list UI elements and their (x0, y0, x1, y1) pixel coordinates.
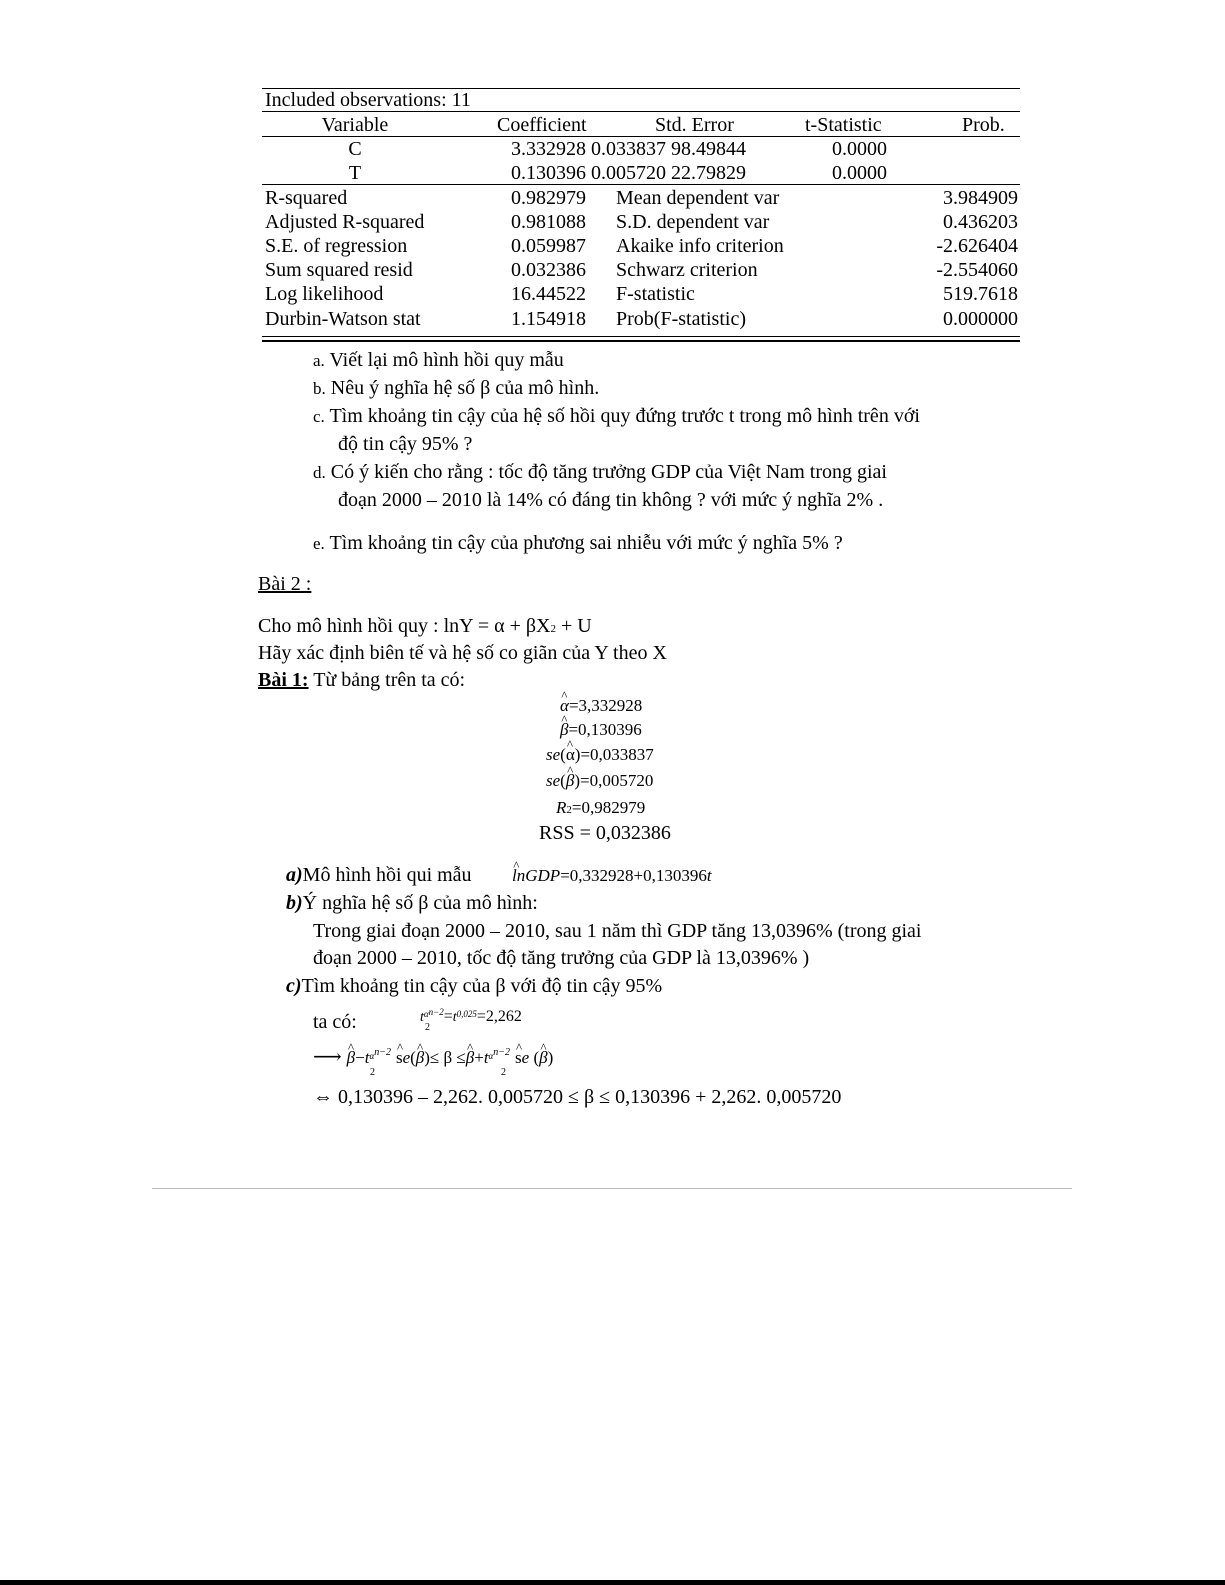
coef-row-c-var: C (348, 138, 362, 160)
se-beta-equation (546, 772, 653, 789)
bai2-model-prefix: Cho mô hình hồi quy : lnY = α + βX (258, 615, 551, 637)
interval-se-left: ^ se(^ β)≤ β ≤^ β+ (396, 1048, 484, 1067)
bai2-title: Bài 2 : (258, 573, 312, 595)
stat-value-mean-dep: 3.984909 (943, 187, 1018, 209)
interval-formula (313, 1047, 553, 1067)
interval-se-right: ^ se (^ β) (515, 1048, 553, 1067)
answer-b-line (286, 893, 538, 913)
question-c-text: Tìm khoảng tin cậy của hệ số hồi quy đứng trước t trong mô hình trên với (329, 405, 920, 427)
page-break-rule (152, 1188, 1072, 1189)
t-critical-value-prefix: = (476, 1008, 486, 1025)
stat-label-ssr: Sum squared resid (265, 259, 413, 281)
stat-label-sd-dep: S.D. dependent var (616, 211, 770, 233)
header-t-statistic: t-Statistic (805, 114, 882, 136)
bai2-model-sub: 2 (550, 623, 556, 635)
answer-c-text: Tìm khoảng tin cậy của β với độ tin cậy 95% (301, 975, 663, 997)
answer-a-text: Mô hình hồi qui mẫu (302, 864, 472, 886)
beta-hat-value: =0,130396 (568, 720, 642, 739)
table-bottom-rule-1 (262, 336, 1020, 337)
coef-row-t-prob: 0.0000 (832, 162, 887, 184)
stat-label-log-likelihood: Log likelihood (265, 283, 384, 305)
stat-value-adj-r-squared: 0.981088 (511, 211, 586, 233)
stat-label-adj-r-squared: Adjusted R-squared (265, 211, 425, 233)
question-b-marker: b. (313, 379, 326, 398)
bai2-task: Hãy xác định biên tế và hệ số co giãn của Y theo X (258, 642, 667, 664)
table-header-rule (262, 111, 1020, 112)
beta-hat-equation (560, 721, 642, 738)
question-c-line1 (313, 406, 920, 426)
t-critical-equation (420, 1005, 522, 1025)
question-a (313, 350, 564, 370)
answer-a-label: a) (286, 864, 303, 886)
question-b-text: Nêu ý nghĩa hệ số β của mô hình. (330, 377, 600, 399)
header-std-error: Std. Error (655, 114, 734, 136)
answer-a-line (286, 865, 472, 885)
beta-hat-symbol: ^ β (560, 721, 568, 738)
question-a-marker: a. (313, 351, 325, 370)
interval-final: ⇔ 0,130396 – 2,262. 0,005720 ≤ β ≤ 0,130396 + 2,262. 0,005720 (313, 1086, 842, 1108)
interval-frac-denom-left: 2 (370, 1067, 375, 1078)
coef-row-t-values: 0.130396 0.005720 22.79829 (511, 162, 746, 184)
stat-label-durbin-watson: Durbin-Watson stat (265, 308, 421, 330)
stat-value-sd-dep: 0.436203 (943, 211, 1018, 233)
stat-label-schwarz: Schwarz criterion (616, 259, 758, 281)
se-alpha-value: =0,033837 (580, 745, 654, 764)
bai1-title: Bài 1: (258, 669, 309, 691)
stat-label-se-regression: S.E. of regression (265, 235, 408, 257)
answer-b-explain-1: Trong giai đoạn 2000 – 2010, sau 1 năm thì GDP tăng 13,0396% (trong giai (313, 920, 922, 942)
r2-sub: 2 (566, 804, 572, 816)
answer-b-label: b) (286, 892, 303, 914)
stat-label-f-statistic: F-statistic (616, 283, 695, 305)
header-coefficient: Coefficient (497, 114, 587, 136)
coef-row-t-var: T (348, 162, 362, 184)
question-b (313, 378, 599, 398)
stat-value-durbin-watson: 1.154918 (511, 308, 586, 330)
question-d-line1 (313, 462, 887, 482)
stat-value-f-statistic: 519.7618 (943, 283, 1018, 305)
question-c-marker: c. (313, 407, 325, 426)
stat-label-akaike: Akaike info criterion (616, 235, 784, 257)
stat-value-se-regression: 0.059987 (511, 235, 586, 257)
question-d-line2: đoạn 2000 – 2010 là 14% có đáng tin không ? với mức ý nghĩa 2% . (338, 489, 884, 511)
answer-b-explain-2: đoạn 2000 – 2010, tốc độ tăng trưởng của GDP là 13,0396% ) (313, 947, 810, 969)
header-prob: Prob. (962, 114, 1005, 136)
bai1-intro: Từ bảng trên ta có: (308, 669, 466, 691)
r2-label: R (556, 798, 567, 817)
question-e-marker: e. (313, 534, 325, 553)
interval-minus: − (355, 1048, 365, 1067)
answer-c-taco: ta có: (313, 1011, 357, 1033)
t-critical-frac-denom: 2 (425, 1022, 430, 1033)
alpha-hat-symbol: ^ α (560, 697, 569, 714)
se-alpha-paren: (^ α) (560, 745, 580, 764)
interval-frac-denom-right: 2 (501, 1067, 506, 1078)
stat-label-prob-f: Prob(F-statistic) (616, 308, 746, 330)
t-critical-eq: = (443, 1008, 453, 1025)
bai2-model-suffix: + U (555, 615, 592, 637)
bai2-model (258, 616, 592, 636)
rss-equation: RSS = 0,032386 (539, 822, 671, 844)
arrow-icon: ⟶ (313, 1046, 342, 1068)
stat-value-ssr: 0.032386 (511, 259, 586, 281)
table-bottom-rule-2 (262, 340, 1020, 342)
stat-value-r-squared: 0.982979 (511, 187, 586, 209)
answer-a-lngdp: ^ lnGDP (512, 866, 560, 885)
se-beta-paren: (^ β) (560, 771, 580, 790)
bai1-heading (258, 670, 465, 690)
coef-row-c-values: 3.332928 0.033837 98.49844 (511, 138, 746, 160)
t-critical-value: 2,262 (485, 1008, 522, 1025)
coef-row-c-prob: 0.0000 (832, 138, 887, 160)
stat-value-akaike: -2.626404 (936, 235, 1018, 257)
answer-c-line (286, 976, 662, 996)
answer-b-text: Ý nghĩa hệ số β của mô hình: (302, 892, 538, 914)
alpha-hat-equation (560, 697, 642, 714)
bottom-edge-bar (0, 1580, 1225, 1585)
question-c-line2: độ tin cậy 95% ? (338, 433, 473, 455)
interval-beta-hat-left: ^ β (347, 1049, 355, 1066)
se-alpha-equation (546, 746, 654, 763)
se-alpha-label: se (546, 745, 561, 764)
answer-a-t: t (706, 866, 712, 885)
se-beta-label: se (546, 771, 561, 790)
question-a-text: Viết lại mô hình hồi quy mẫu (329, 349, 564, 371)
stat-label-mean-dep: Mean dependent var (616, 187, 780, 209)
question-d-marker: d. (313, 463, 326, 482)
stat-value-schwarz: -2.554060 (936, 259, 1018, 281)
table-subheader-rule (262, 136, 1020, 137)
alpha-hat-value: =3,332928 (568, 696, 643, 715)
r2-value: =0,982979 (571, 798, 646, 817)
stat-value-prob-f: 0.000000 (943, 308, 1018, 330)
question-e (313, 533, 843, 553)
stat-value-log-likelihood: 16.44522 (511, 283, 586, 305)
t-critical-lhs: $t^{\alpha n-2}$ (420, 1007, 444, 1025)
r2-equation (556, 799, 645, 816)
se-beta-value: =0,005720 (579, 771, 654, 790)
table-stats-rule (262, 184, 1020, 185)
answer-c-label: c) (286, 975, 302, 997)
t-critical-mid: $t^{0,025}$ (452, 1009, 477, 1025)
answer-a-formula-value: =0,332928+0,130396 (560, 866, 707, 885)
question-d-text: Có ý kiến cho rằng : tốc độ tăng trưởng GDP của Việt Nam trong giai (330, 461, 887, 483)
answer-a-formula (512, 867, 712, 884)
header-variable: Variable (321, 114, 389, 136)
interval-t-right: $t^{\alpha n-2}$ (483, 1047, 511, 1067)
stat-label-r-squared: R-squared (265, 187, 348, 209)
interval-t-left: $t^{\alpha n-2}$ (364, 1047, 391, 1067)
included-observations: Included observations: 11 (265, 89, 471, 111)
question-e-text: Tìm khoảng tin cậy của phương sai nhiễu với mức ý nghĩa 5% ? (329, 532, 843, 554)
